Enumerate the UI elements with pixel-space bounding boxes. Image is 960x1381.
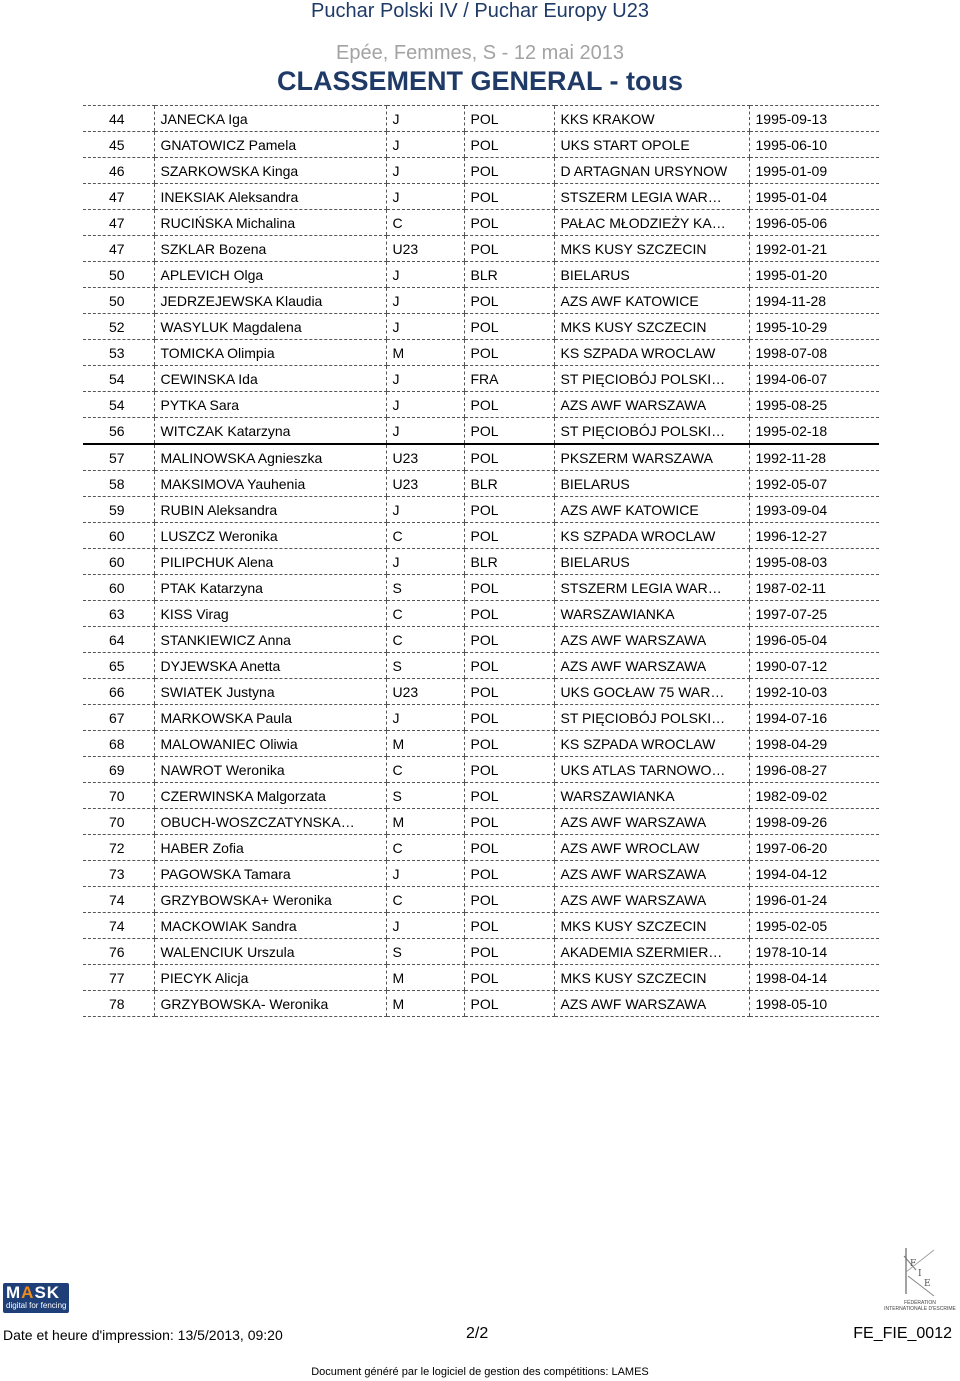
table-row <box>83 184 879 210</box>
cell-category: J <box>386 392 464 418</box>
cell-birthdate: 1990-07-12 <box>749 653 879 679</box>
cell-birthdate: 1992-05-07 <box>749 471 879 497</box>
cell-rank: 54 <box>83 392 154 418</box>
cell-club: AZS AWF WARSZAWA <box>554 653 749 679</box>
cell-rank: 73 <box>83 861 154 887</box>
cell-birthdate: 1995-10-29 <box>749 314 879 340</box>
cell-club: AZS AWF WARSZAWA <box>554 887 749 913</box>
cell-nation: POL <box>464 965 554 991</box>
cell-name: RUCIŃSKA Michalina <box>154 210 386 236</box>
cell-name: INEKSIAK Aleksandra <box>154 184 386 210</box>
cell-name: MALOWANIEC Oliwia <box>154 731 386 757</box>
cell-nation: POL <box>464 523 554 549</box>
cell-birthdate: 1994-07-16 <box>749 705 879 731</box>
cell-club: AZS AWF WARSZAWA <box>554 991 749 1017</box>
cell-club: AZS AWF WARSZAWA <box>554 627 749 653</box>
cell-name: KISS Virag <box>154 601 386 627</box>
mask-logo <box>3 1283 69 1313</box>
cell-club: KS SZPADA WROCLAW <box>554 731 749 757</box>
table-row <box>83 835 879 861</box>
cell-name: WALENCIUK Urszula <box>154 939 386 965</box>
cell-name: HABER Zofia <box>154 835 386 861</box>
cell-birthdate: 1978-10-14 <box>749 939 879 965</box>
cell-club: STSZERM LEGIA WAR… <box>554 575 749 601</box>
cell-rank: 76 <box>83 939 154 965</box>
cell-category: J <box>386 497 464 523</box>
cell-name: PYTKA Sara <box>154 392 386 418</box>
cell-birthdate: 1996-08-27 <box>749 757 879 783</box>
cell-rank: 74 <box>83 887 154 913</box>
cell-category: J <box>386 314 464 340</box>
cell-nation: POL <box>464 939 554 965</box>
cell-rank: 47 <box>83 184 154 210</box>
cell-rank: 78 <box>83 991 154 1017</box>
cell-name: GRZYBOWSKA+ Weronika <box>154 887 386 913</box>
cell-category: U23 <box>386 471 464 497</box>
svg-text:E: E <box>924 1279 931 1289</box>
fie-emblem-icon <box>882 1242 958 1300</box>
cell-nation: POL <box>464 106 554 132</box>
cell-nation: POL <box>464 705 554 731</box>
cell-nation: POL <box>464 314 554 340</box>
cell-rank: 65 <box>83 653 154 679</box>
cell-nation: POL <box>464 601 554 627</box>
cell-club: WARSZAWIANKA <box>554 783 749 809</box>
cell-category: S <box>386 575 464 601</box>
cell-club: WARSZAWIANKA <box>554 601 749 627</box>
cell-birthdate: 1995-02-18 <box>749 418 879 445</box>
cell-birthdate: 1996-05-06 <box>749 210 879 236</box>
cell-rank: 59 <box>83 497 154 523</box>
cell-birthdate: 1992-11-28 <box>749 444 879 471</box>
cell-club: KS SZPADA WROCLAW <box>554 340 749 366</box>
cell-name: PAGOWSKA Tamara <box>154 861 386 887</box>
table-row <box>83 523 879 549</box>
table-row <box>83 705 879 731</box>
table-row <box>83 965 879 991</box>
cell-category: C <box>386 627 464 653</box>
cell-rank: 47 <box>83 236 154 262</box>
cell-nation: POL <box>464 444 554 471</box>
results-table <box>83 105 879 1017</box>
cell-category: M <box>386 340 464 366</box>
cell-club: ST PIĘCIOBÓJ POLSKI… <box>554 705 749 731</box>
cell-name: SZARKOWSKA Kinga <box>154 158 386 184</box>
cell-birthdate: 1996-05-04 <box>749 627 879 653</box>
table-row <box>83 679 879 705</box>
table-row <box>83 471 879 497</box>
cell-category: J <box>386 106 464 132</box>
table-row <box>83 314 879 340</box>
cell-birthdate: 1998-04-29 <box>749 731 879 757</box>
cell-name: GNATOWICZ Pamela <box>154 132 386 158</box>
cell-club: AZS AWF WARSZAWA <box>554 861 749 887</box>
cell-club: MKS KUSY SZCZECIN <box>554 965 749 991</box>
cell-name: LUSZCZ Weronika <box>154 523 386 549</box>
cell-birthdate: 1987-02-11 <box>749 575 879 601</box>
cell-nation: POL <box>464 158 554 184</box>
mask-logo-tagline: digital for fencing <box>6 1301 67 1310</box>
cell-name: MALINOWSKA Agnieszka <box>154 444 386 471</box>
table-row <box>83 549 879 575</box>
cell-birthdate: 1994-04-12 <box>749 861 879 887</box>
cell-nation: BLR <box>464 549 554 575</box>
mask-logo-wordmark: MASK <box>6 1283 61 1302</box>
cell-rank: 69 <box>83 757 154 783</box>
cell-name: STANKIEWICZ Anna <box>154 627 386 653</box>
cell-category: U23 <box>386 679 464 705</box>
table-row <box>83 262 879 288</box>
cell-club: UKS GOCŁAW 75 WAR… <box>554 679 749 705</box>
cell-club: UKS START OPOLE <box>554 132 749 158</box>
table-row <box>83 236 879 262</box>
cell-category: J <box>386 262 464 288</box>
cell-category: J <box>386 549 464 575</box>
cell-rank: 56 <box>83 418 154 445</box>
cell-rank: 70 <box>83 809 154 835</box>
cell-category: J <box>386 184 464 210</box>
cell-birthdate: 1992-10-03 <box>749 679 879 705</box>
cell-club: ST PIĘCIOBÓJ POLSKI… <box>554 366 749 392</box>
cell-birthdate: 1998-05-10 <box>749 991 879 1017</box>
cell-name: SWIATEK Justyna <box>154 679 386 705</box>
cell-club: AZS AWF KATOWICE <box>554 288 749 314</box>
cell-name: PILIPCHUK Alena <box>154 549 386 575</box>
cell-name: CEWINSKA Ida <box>154 366 386 392</box>
cell-rank: 45 <box>83 132 154 158</box>
cell-club: STSZERM LEGIA WAR… <box>554 184 749 210</box>
cell-birthdate: 1995-08-03 <box>749 549 879 575</box>
cell-birthdate: 1993-09-04 <box>749 497 879 523</box>
cell-name: NAWROT Weronika <box>154 757 386 783</box>
cell-club: KKS KRAKOW <box>554 106 749 132</box>
print-date: Date et heure d'impression: 13/5/2013, 09:20 <box>3 1327 283 1343</box>
cell-category: C <box>386 835 464 861</box>
cell-birthdate: 1994-11-28 <box>749 288 879 314</box>
cell-category: J <box>386 861 464 887</box>
cell-name: WASYLUK Magdalena <box>154 314 386 340</box>
table-row <box>83 783 879 809</box>
svg-text:F: F <box>910 1259 917 1269</box>
cell-rank: 46 <box>83 158 154 184</box>
cell-birthdate: 1998-07-08 <box>749 340 879 366</box>
cell-nation: POL <box>464 887 554 913</box>
cell-rank: 53 <box>83 340 154 366</box>
cell-rank: 72 <box>83 835 154 861</box>
cell-name: MAKSIMOVA Yauhenia <box>154 471 386 497</box>
table-row <box>83 627 879 653</box>
cell-rank: 66 <box>83 679 154 705</box>
cell-birthdate: 1995-08-25 <box>749 392 879 418</box>
cell-birthdate: 1996-12-27 <box>749 523 879 549</box>
cell-name: JEDRZEJEWSKA Klaudia <box>154 288 386 314</box>
fie-logo-caption: FÉDÉRATION INTERNATIONALE D'ESCRIME <box>884 1300 956 1312</box>
cell-club: MKS KUSY SZCZECIN <box>554 236 749 262</box>
cell-rank: 58 <box>83 471 154 497</box>
cell-nation: POL <box>464 653 554 679</box>
cell-club: BIELARUS <box>554 471 749 497</box>
table-row <box>83 497 879 523</box>
cell-club: ST PIĘCIOBÓJ POLSKI… <box>554 418 749 445</box>
classement-heading: CLASSEMENT GENERAL - tous <box>276 66 683 96</box>
cell-birthdate: 1998-04-14 <box>749 965 879 991</box>
table-row <box>83 392 879 418</box>
table-row <box>83 575 879 601</box>
cell-category: S <box>386 653 464 679</box>
cell-birthdate: 1995-01-20 <box>749 262 879 288</box>
cell-name: WITCZAK Katarzyna <box>154 418 386 445</box>
cell-rank: 67 <box>83 705 154 731</box>
cell-category: J <box>386 132 464 158</box>
table-row <box>83 939 879 965</box>
cell-nation: POL <box>464 132 554 158</box>
cell-nation: POL <box>464 731 554 757</box>
cell-name: OBUCH-WOSZCZATYNSKA… <box>154 809 386 835</box>
table-row <box>83 601 879 627</box>
cell-rank: 70 <box>83 783 154 809</box>
cell-category: U23 <box>386 236 464 262</box>
cell-birthdate: 1997-06-20 <box>749 835 879 861</box>
cell-name: CZERWINSKA Malgorzata <box>154 783 386 809</box>
cell-category: C <box>386 887 464 913</box>
cell-category: M <box>386 809 464 835</box>
generator-note: Document généré par le logiciel de gestion des compétitions: LAMES <box>311 1366 649 1378</box>
cell-category: J <box>386 913 464 939</box>
cell-birthdate: 1997-07-25 <box>749 601 879 627</box>
cell-rank: 68 <box>83 731 154 757</box>
table-row <box>83 991 879 1017</box>
results-table-body <box>83 106 879 1017</box>
cell-nation: POL <box>464 288 554 314</box>
cell-nation: POL <box>464 861 554 887</box>
cell-birthdate: 1995-01-09 <box>749 158 879 184</box>
cell-category: J <box>386 366 464 392</box>
cell-category: M <box>386 991 464 1017</box>
cell-name: SZKLAR Bozena <box>154 236 386 262</box>
cell-name: APLEVICH Olga <box>154 262 386 288</box>
cell-birthdate: 1995-02-05 <box>749 913 879 939</box>
cell-category: U23 <box>386 444 464 471</box>
table-row <box>83 653 879 679</box>
cell-name: PIECYK Alicja <box>154 965 386 991</box>
table-row <box>83 887 879 913</box>
cell-club: BIELARUS <box>554 549 749 575</box>
cell-club: AZS AWF WARSZAWA <box>554 809 749 835</box>
cell-category: S <box>386 939 464 965</box>
cell-rank: 57 <box>83 444 154 471</box>
cell-nation: POL <box>464 757 554 783</box>
svg-text:I: I <box>918 1269 922 1279</box>
cell-name: MACKOWIAK Sandra <box>154 913 386 939</box>
cell-rank: 74 <box>83 913 154 939</box>
cell-nation: POL <box>464 809 554 835</box>
cell-nation: POL <box>464 575 554 601</box>
cell-club: PAŁAC MŁODZIEŻY KA… <box>554 210 749 236</box>
cell-birthdate: 1992-01-21 <box>749 236 879 262</box>
cell-category: S <box>386 783 464 809</box>
cell-rank: 63 <box>83 601 154 627</box>
table-row <box>83 809 879 835</box>
cell-category: C <box>386 523 464 549</box>
table-row <box>83 106 879 132</box>
cell-nation: BLR <box>464 262 554 288</box>
cell-club: BIELARUS <box>554 262 749 288</box>
table-row <box>83 158 879 184</box>
document-code: FE_FIE_0012 <box>853 1325 952 1342</box>
cell-club: AZS AWF WARSZAWA <box>554 392 749 418</box>
cell-rank: 50 <box>83 262 154 288</box>
cell-name: MARKOWSKA Paula <box>154 705 386 731</box>
cell-category: M <box>386 731 464 757</box>
cell-category: M <box>386 965 464 991</box>
cell-birthdate: 1995-01-04 <box>749 184 879 210</box>
cell-rank: 44 <box>83 106 154 132</box>
cell-category: J <box>386 418 464 445</box>
event-subtitle: Epée, Femmes, S - 12 mai 2013 <box>336 42 624 64</box>
competition-title: Puchar Polski IV / Puchar Europy U23 <box>311 0 649 22</box>
cell-rank: 47 <box>83 210 154 236</box>
table-row <box>83 757 879 783</box>
cell-category: J <box>386 288 464 314</box>
cell-birthdate: 1995-09-13 <box>749 106 879 132</box>
cell-name: GRZYBOWSKA- Weronika <box>154 991 386 1017</box>
cell-name: JANECKA Iga <box>154 106 386 132</box>
cell-club: MKS KUSY SZCZECIN <box>554 314 749 340</box>
cell-nation: POL <box>464 783 554 809</box>
table-row <box>83 366 879 392</box>
cell-rank: 54 <box>83 366 154 392</box>
cell-club: KS SZPADA WROCLAW <box>554 523 749 549</box>
cell-nation: POL <box>464 991 554 1017</box>
cell-name: TOMICKA Olimpia <box>154 340 386 366</box>
cell-rank: 50 <box>83 288 154 314</box>
cell-category: C <box>386 210 464 236</box>
table-row <box>83 132 879 158</box>
cell-nation: POL <box>464 236 554 262</box>
cell-birthdate: 1996-01-24 <box>749 887 879 913</box>
cell-rank: 60 <box>83 575 154 601</box>
cell-nation: POL <box>464 210 554 236</box>
cell-rank: 52 <box>83 314 154 340</box>
table-row <box>83 340 879 366</box>
cell-rank: 60 <box>83 549 154 575</box>
cell-birthdate: 1982-09-02 <box>749 783 879 809</box>
cell-club: MKS KUSY SZCZECIN <box>554 913 749 939</box>
cell-category: J <box>386 158 464 184</box>
cell-category: C <box>386 757 464 783</box>
cell-nation: POL <box>464 913 554 939</box>
table-row <box>83 210 879 236</box>
cell-rank: 77 <box>83 965 154 991</box>
cell-club: UKS ATLAS TARNOWO… <box>554 757 749 783</box>
cell-category: J <box>386 705 464 731</box>
cell-name: DYJEWSKA Anetta <box>154 653 386 679</box>
cell-nation: POL <box>464 184 554 210</box>
cell-rank: 60 <box>83 523 154 549</box>
page-number: 2/2 <box>466 1325 489 1342</box>
table-row <box>83 418 879 445</box>
cell-category: C <box>386 601 464 627</box>
fie-logo <box>882 1242 958 1316</box>
cell-name: PTAK Katarzyna <box>154 575 386 601</box>
cell-nation: BLR <box>464 471 554 497</box>
table-row <box>83 731 879 757</box>
cell-nation: POL <box>464 679 554 705</box>
table-row <box>83 444 879 471</box>
cell-birthdate: 1998-09-26 <box>749 809 879 835</box>
cell-nation: POL <box>464 392 554 418</box>
cell-nation: POL <box>464 497 554 523</box>
cell-birthdate: 1995-06-10 <box>749 132 879 158</box>
table-row <box>83 288 879 314</box>
cell-nation: POL <box>464 627 554 653</box>
cell-birthdate: 1994-06-07 <box>749 366 879 392</box>
cell-name: RUBIN Aleksandra <box>154 497 386 523</box>
cell-club: D ARTAGNAN URSYNOW <box>554 158 749 184</box>
table-row <box>83 861 879 887</box>
cell-nation: POL <box>464 418 554 445</box>
cell-nation: POL <box>464 835 554 861</box>
cell-rank: 64 <box>83 627 154 653</box>
cell-club: AZS AWF WROCLAW <box>554 835 749 861</box>
cell-club: PKSZERM WARSZAWA <box>554 444 749 471</box>
cell-nation: FRA <box>464 366 554 392</box>
table-row <box>83 913 879 939</box>
cell-nation: POL <box>464 340 554 366</box>
cell-club: AKADEMIA SZERMIER… <box>554 939 749 965</box>
cell-club: AZS AWF KATOWICE <box>554 497 749 523</box>
